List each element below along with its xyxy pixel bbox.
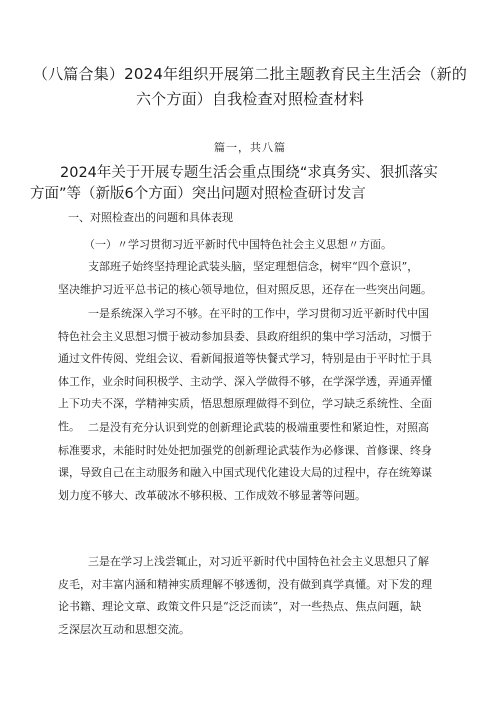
paragraph-line: 标准要求，未能时时处处把加强党的创新理论武装作为必修课、首修课、终身 [58, 443, 432, 457]
paragraph-line: 特色社会主义思想习惯于被动参加县委、县政府组织的集中学习活动，习惯于 [58, 329, 432, 343]
heading-level-2: （一）〃学习贯彻习近平新时代中国特色社会主义思想〃方面。 [84, 238, 392, 251]
paragraph-line: 皮毛，对丰富内涵和精神实质理解不够透彻，没有做到真学真懂。对下发的理 [58, 577, 432, 591]
paragraph-line: 论书籍、理论文章、政策文件只是“泛泛而读”，对一些热点、焦点问题，缺 [58, 600, 422, 613]
section-title-line: 2024年关于开展专题生活会重点围绕“求真务实、狠抓落实 [60, 165, 438, 181]
paragraph-line: 上下功夫不深，学精神实质，悟思想原理做得不到位，学习缺乏系统性、全面 [58, 397, 432, 410]
paragraph-line: 通过文件传阅、党组会议、看新闻报道等快餐式学习，特别是由于平时忙于具 [58, 352, 432, 365]
paragraph-line: 课，导致自己在主动服务和融入中国式现代化建设大局的过程中，存在统筹谋 [58, 466, 432, 479]
paragraph-line: 支部班子始终坚持理论武装头脑，坚定理想信念，树牢“四个意识”， [88, 260, 419, 273]
section-title [30, 163, 470, 205]
document-title-line: （八篇合集）2024年组织开展第二批主题教育民主生活会（新的 [32, 65, 468, 83]
body-paragraph [58, 417, 468, 507]
body-paragraph [58, 551, 468, 641]
paragraph-line: 三是在学习上浅尝辄止，对习近平新时代中国特色社会主义思想只了解 [88, 555, 429, 568]
paragraph-line: 一是系统深入学习不够。在平时的工作中，学习贯彻习近平新时代中国 [88, 307, 429, 320]
paragraph-line: 体工作，业余时间积极学、主动学、深入学做得不够，在学深学透，弄通弄懂 [58, 374, 432, 388]
paragraph-line: 性。 [58, 419, 80, 433]
part-label: 篇一，共八篇 [214, 141, 286, 154]
heading-level-1: 一、对照检查出的问题和具体表现 [68, 211, 233, 224]
paragraph-line: 二是没有充分认识到党的创新理论武装的极端重要性和紧迫性，对照高 [88, 421, 429, 434]
paragraph-line: 坚决维护习近平总书记的核心领导地位，但对照反思，还存在一些突出问题。 [58, 282, 432, 296]
document-title-line: 六个方面）自我检查对照检查材料 [135, 90, 364, 108]
document-title [30, 62, 470, 112]
section-title-line: 方面”等（新版6个方面）突出问题对照检查研讨发言 [30, 186, 366, 202]
paragraph-line: 划力度不够大、改革破冰不够积极、工作成效不够显著等问题。 [58, 488, 366, 502]
body-paragraph [58, 256, 468, 301]
paragraph-line: 乏深层次互动和思想交流。 [58, 622, 190, 636]
